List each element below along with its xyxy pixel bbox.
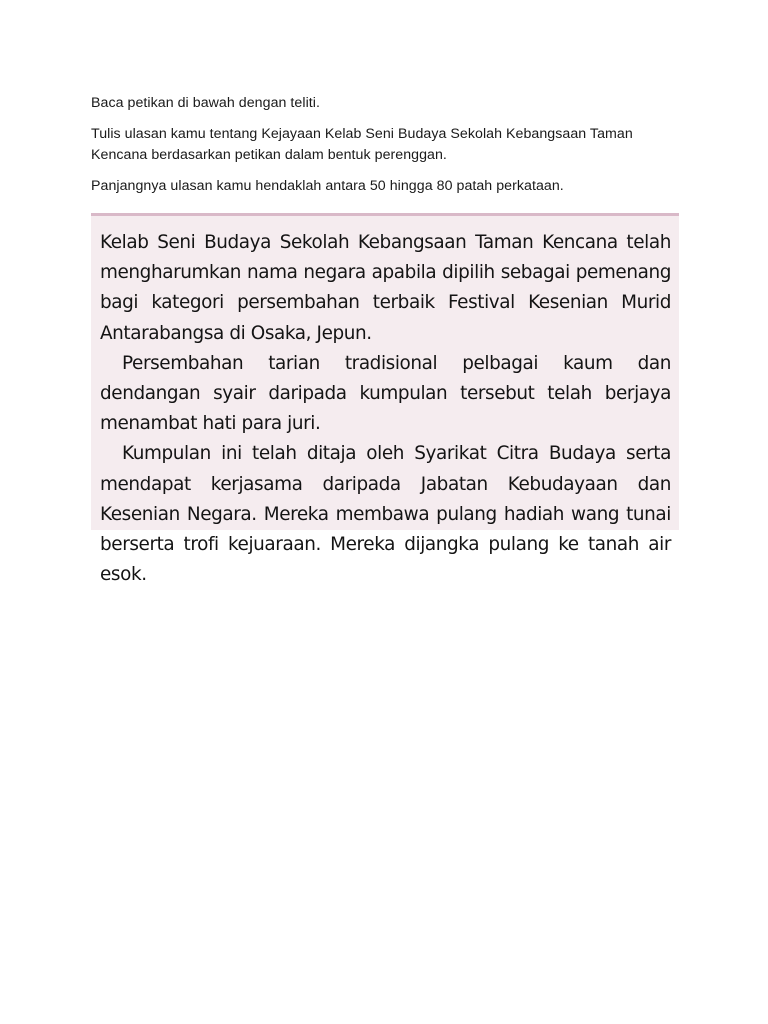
instruction-word-count: Panjangnya ulasan kamu hendaklah antara 50 hingga 80 patah perkataan. [91,178,564,194]
instructions-block [91,93,691,207]
instruction-write-review: Tulis ulasan kamu tentang Kejayaan Kelab Seni Budaya Sekolah Kebangsaan Taman Kencana berdasarkan petikan dalam bentuk perenggan. [91,126,633,163]
excerpt-paragraph-1: Kelab Seni Budaya Sekolah Kebangsaan Taman Kencana telah mengharumkan nama negara apabila dipilih sebagai pemenang bagi kategori persembahan terbaik Festival Kesenian Murid Antarabangsa di Osaka, Jepun. [100,232,671,344]
excerpt-paragraph-2: Persembahan tarian tradisional pelbagai kaum dan dendangan syair daripada kumpulan tersebut telah berjaya menambat hati para juri. [100,352,671,435]
excerpt-paragraph-3: Kumpulan ini telah ditaja oleh Syarikat Citra Budaya serta mendapat kerjasama daripada Jabatan Kebudayaan dan Kesenian Negara. Mereka membawa pulang hadiah wang tunai berserta trofi kejuaraan. Mereka dijangka pulang ke tanah air esok. [100,443,671,586]
instruction-read: Baca petikan di bawah dengan teliti. [91,95,320,111]
excerpt-passage-image [91,213,679,586]
